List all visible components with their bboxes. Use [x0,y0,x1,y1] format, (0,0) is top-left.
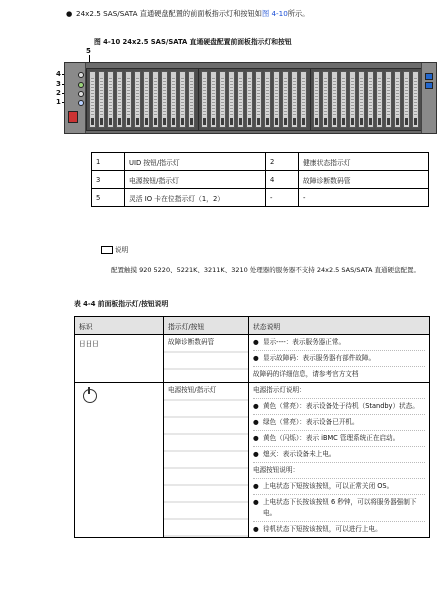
status-note: 故障码的详细信息，请参考官方文档 [253,370,359,378]
table-cell: - [266,189,299,207]
intro-paragraph [66,9,310,19]
drive-bay-group-2 [198,68,311,131]
callout-4: 4 [56,70,61,78]
table-row [75,383,430,538]
list-item: ● 黄色（常亮）：表示设备处于待机（Standby）状态。 [253,399,425,415]
bullet-marker: ● [66,9,73,18]
row-status-cell [249,383,430,538]
table-cell: 1 [92,153,125,171]
row-mark-cell [75,335,164,383]
row-name-cell [164,335,249,383]
indicator-name: 故障诊断数码管 [168,338,215,346]
note-book-icon [101,246,113,254]
list-item: ● 待机状态下短按该按钮，可以进行上电。 [253,525,382,533]
list-item: ● 上电状态下短按该按钮，可以正常关闭 OS。 [253,479,425,495]
segment-display-icon: 日日日 [79,340,99,348]
row-name-cell [164,383,249,538]
callout-2: 2 [56,89,61,97]
section-heading: 电源按钮说明： [253,463,425,479]
figure-link[interactable]: 图 4-10 [262,9,288,18]
table-cell: 电源按钮/指示灯 [125,171,266,189]
usb-port-icon[interactable] [425,73,433,80]
table-row [75,335,430,383]
row-status-cell [249,335,430,383]
table-cell: 5 [92,189,125,207]
power-icon [83,389,97,403]
drive-bay-group-3 [310,68,423,131]
uid-button-indicator[interactable] [78,100,84,106]
table-cell: 3 [92,171,125,189]
label-tag-icon [68,111,78,123]
intro-text-after: 所示。 [287,9,310,18]
component-legend-table [91,152,429,207]
header-status: 状态说明 [249,317,430,335]
table-cell: 健康状态指示灯 [299,153,429,171]
power-button-indicator[interactable] [78,82,84,88]
note-label: 说明 [115,246,129,254]
note-heading [101,244,128,254]
table-cell: 4 [266,171,299,189]
list-item: ● 黄色（闪烁）：表示 iBMC 管理系统正在启动。 [253,431,425,447]
table-cell: - [299,189,429,207]
list-item: ● 绿色（常亮）：表示设备已开机。 [253,415,425,431]
figure-caption: 图 4-10 24x2.5 SAS/SATA 直通硬盘配置前面板指示灯和按钮 [94,38,292,46]
table-caption: 表 4-4 前面板指示灯/按钮说明 [74,300,169,308]
left-mounting-ear [65,63,86,133]
header-mark: 标识 [75,317,164,335]
usb-port-icon[interactable] [425,82,433,89]
server-front-panel [64,62,437,134]
right-mounting-ear [421,63,436,133]
fault-diagnosis-display [78,72,84,78]
intro-text-before: 24x2.5 SAS/SATA 直通硬盘配置的前面板指示灯和按钮如 [76,9,262,18]
indicator-name: 电源按钮/指示灯 [168,386,217,394]
callout-5: 5 [86,47,91,55]
note-text: 配置触摸 920 5220、5221K、3211K、3210 处理器的服务器不支持 24x2.5 SAS/SATA 直通硬盘配置。 [111,266,421,274]
row-mark-cell [75,383,164,538]
callout-3: 3 [56,80,61,88]
callout-1: 1 [56,98,61,106]
drive-bay-group-1 [86,68,199,131]
table-row [92,171,429,189]
list-item: ● 显示----：表示服务器正常。 [253,335,425,351]
health-status-indicator [78,91,84,97]
table-row [92,153,429,171]
list-item: ● 上电状态下长按该按钮 6 秒钟，可以将服务器强制下电。 [253,495,425,522]
section-heading: 电源指示灯说明： [253,383,425,399]
table-cell: 灵活 IO 卡在位指示灯（1，2） [125,189,266,207]
list-item: ● 熄灭：表示设备未上电。 [253,447,425,463]
table-cell: UID 按钮/指示灯 [125,153,266,171]
header-indicator: 指示灯/按钮 [164,317,249,335]
table-cell: 2 [266,153,299,171]
table-cell: 故障诊断数码管 [299,171,429,189]
table-row [92,189,429,207]
panel-description-table [74,316,430,538]
list-item: ● 显示故障码：表示服务器有部件故障。 [253,351,425,367]
table-header-row [75,317,430,335]
